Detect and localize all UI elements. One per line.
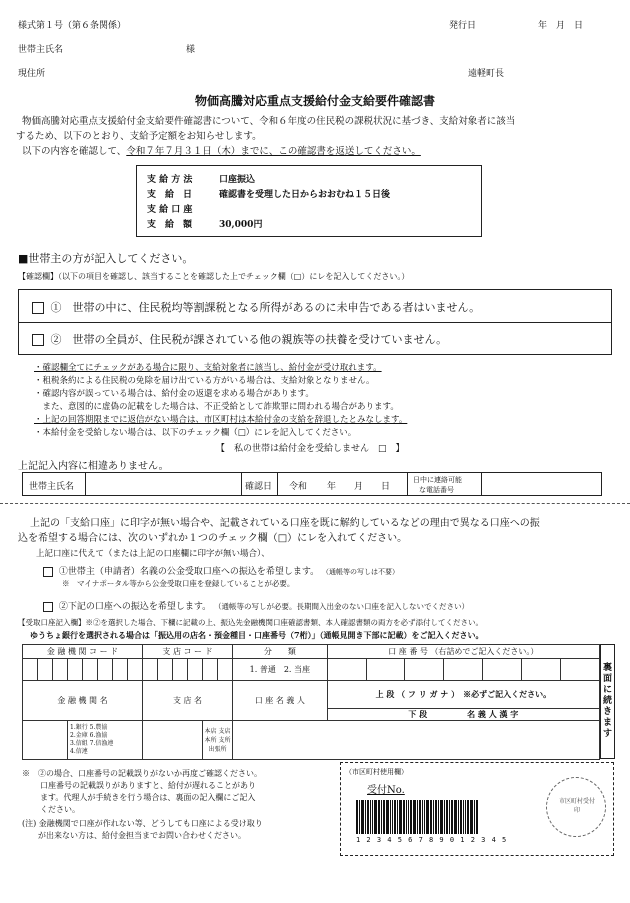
confirm-checkbox-2[interactable] bbox=[32, 334, 44, 346]
account-number-header: 口 座 番 号 （右詰めでご記入ください。） bbox=[327, 645, 599, 659]
type-options[interactable]: 1. 普通 2. 当座 bbox=[233, 659, 328, 681]
head-name-label: 世帯主氏名 bbox=[18, 45, 64, 55]
branch-code-digit[interactable] bbox=[188, 659, 203, 681]
note-3: ・確認内容が誤っている場合は、給付金の返還を求める場合があります。 bbox=[34, 389, 314, 399]
footer-note-1: ※ ②の場合、口座番号の記載誤りがないか再度ご確認ください。 bbox=[22, 769, 262, 778]
phone-input[interactable] bbox=[485, 475, 597, 494]
intro-line-1: 物価高騰対応重点支援給付金支給要件確認書について、令和６年度の住民税の課税状況に基づき、支給対象者に該当 bbox=[22, 116, 516, 127]
option-2[interactable] bbox=[40, 599, 469, 612]
confirm-item-1[interactable] bbox=[29, 299, 480, 315]
separator bbox=[0, 503, 630, 504]
bank-code-digit[interactable] bbox=[23, 659, 38, 681]
intro-line-3 bbox=[22, 143, 421, 157]
bank-code-digit[interactable] bbox=[128, 659, 143, 681]
document-title: 物価高騰対応重点支援給付金支給要件確認書 bbox=[194, 94, 435, 108]
account-digit[interactable] bbox=[483, 659, 522, 681]
bank-name-input[interactable] bbox=[23, 721, 68, 760]
deadline: 令和７年７月３１日（木）までに、この確認書を返送してください。 bbox=[126, 146, 421, 157]
holder-name-input[interactable] bbox=[233, 721, 600, 760]
footer-note-6: が出来ない方は、給付金担当までお問い合わせください。 bbox=[22, 831, 246, 840]
sign-name-label: 世帯主氏名 bbox=[29, 482, 75, 492]
option-1-sub: ※ マイナポータル等から公金受取口座を登録していることが必要。 bbox=[62, 579, 295, 588]
account-digit[interactable] bbox=[560, 659, 599, 681]
instead-line: 上記口座に代えて（または上記の口座欄に印字が無い場合）、 bbox=[36, 549, 270, 559]
option-1-note: （通帳等の写しは不要） bbox=[322, 568, 400, 576]
option-2-checkbox[interactable] bbox=[43, 602, 53, 612]
bank-account-table bbox=[22, 644, 600, 760]
intro-line-2: するため、以下のとおり、支給予定額をお知らせします。 bbox=[16, 131, 262, 142]
bank-code-digit[interactable] bbox=[98, 659, 113, 681]
intro-line-3-prefix: 以下の内容を確認して、 bbox=[22, 146, 127, 157]
bank-name-header: 金 融 機 関 名 bbox=[23, 681, 143, 721]
issuer: 遠軽町長 bbox=[468, 69, 505, 79]
account-digit[interactable] bbox=[405, 659, 444, 681]
section2-line-2: 込を希望する場合には、次のいずれか１つのチェック欄（□）にレを入れてください。 bbox=[18, 533, 408, 544]
branch-kind-list: 本店 支店 本所 支所 出張所 bbox=[203, 721, 233, 760]
option-1[interactable] bbox=[40, 564, 399, 577]
branch-name-input[interactable] bbox=[143, 721, 203, 760]
bank-code-digit[interactable] bbox=[68, 659, 83, 681]
sign-name-input[interactable] bbox=[89, 475, 239, 494]
honorific: 様 bbox=[186, 45, 196, 55]
footer-note-5: (注) 金融機関で口座が作れない等、どうしても口座による受け取り bbox=[22, 819, 263, 828]
barcode-digits: 1 2 3 4 5 6 7 8 9 0 1 2 3 4 5 bbox=[356, 836, 508, 844]
branch-name-header: 支 店 名 bbox=[143, 681, 233, 721]
confirm-checkbox-1[interactable] bbox=[32, 302, 44, 314]
branch-code-digit[interactable] bbox=[143, 659, 158, 681]
decline-line[interactable]: 【 私の世帯は給付金を受給しません □ 】 bbox=[216, 444, 405, 454]
confirm-item-2[interactable] bbox=[29, 331, 447, 347]
bank-code-digit[interactable] bbox=[83, 659, 98, 681]
continue-note: 裏面に続きます bbox=[603, 663, 613, 739]
phone-label-1: 日中に連絡可能 bbox=[413, 476, 462, 484]
note-5-text: ・上記の回答期限までに返信がない場合は、市区町村は本給付金の支給を辞退したとみなします。 bbox=[34, 415, 408, 425]
payment-box bbox=[136, 165, 482, 237]
holder-header: 口 座 名 義 人 bbox=[233, 681, 328, 721]
note-4: また、意図的に虚偽の記載をした場合は、不正受給として詐欺罪に問われる場合があります。 bbox=[34, 402, 399, 412]
stamp-circle bbox=[546, 777, 606, 837]
issue-date-label: 発行日 bbox=[449, 21, 477, 31]
payment-amount-label: 支 給 額 bbox=[147, 220, 193, 230]
type-header: 分 類 bbox=[233, 645, 328, 659]
branch-code-digit[interactable] bbox=[158, 659, 173, 681]
signature-row bbox=[22, 472, 602, 496]
issue-date-fields: 年 月 日 bbox=[538, 21, 584, 31]
payment-method-label: 支 給 方 法 bbox=[147, 175, 193, 185]
phone-label-2: な電話番号 bbox=[419, 486, 454, 494]
note-6: ・本給付金を受給しない場合は、以下のチェック欄（□）にレを記入してください。 bbox=[34, 428, 357, 438]
sign-era: 令和 bbox=[289, 482, 308, 492]
payment-method-value: 口座振込 bbox=[219, 175, 256, 185]
bank-code-digit[interactable] bbox=[38, 659, 53, 681]
option-1-checkbox[interactable] bbox=[43, 567, 53, 577]
sign-ymd: 年 月 日 bbox=[327, 482, 391, 492]
note-2: ・租税条約による住民税の免除を届け出ている方がいる場合は、支給対象となりません。 bbox=[34, 376, 375, 386]
bank-code-digit[interactable] bbox=[113, 659, 128, 681]
furigana-header: 上 段 （ フ リ ガ ナ ） ※必ずご記入ください。 bbox=[327, 681, 599, 709]
option-2-note: （通帳等の写しが必要。長期間入出金のない口座を記入しないでください） bbox=[214, 602, 470, 611]
section2-line-1: 上記の「支給口座」に印字が無い場合や、記載されている口座を既に解約しているなどの理由で異なる口座への振 bbox=[30, 518, 540, 529]
bank-code-header: 金 融 機 関 コ ー ド bbox=[23, 645, 143, 659]
note-1-text: ・確認欄全てにチェックがある場合に限り、支給対象者に該当し、給付金が受け取れます。 bbox=[34, 363, 382, 373]
confirm-item-1-text: ① 世帯の中に、住民税均等割課税となる所得があるのに未申告である者はいません。 bbox=[50, 301, 481, 314]
footer-note-4: ください。 bbox=[40, 805, 80, 814]
bank-code-digit[interactable] bbox=[53, 659, 68, 681]
note-5 bbox=[34, 413, 407, 425]
confirm-item-2-text: ② 世帯の全員が、住民税が課されている他の親族等の扶養を受けていません。 bbox=[50, 333, 448, 346]
note-1 bbox=[34, 361, 382, 373]
option-2-text: ②下記の口座への振込を希望します。 bbox=[58, 602, 212, 612]
sign-date-label: 確認日 bbox=[245, 482, 273, 492]
branch-code-digit[interactable] bbox=[203, 659, 218, 681]
account-note-1: 【受取口座記入欄】※②を選択した場合、下欄に記載の上、振込先金融機関口座確認書類、本人確認書類の両方を必ず添付してください。 bbox=[18, 618, 483, 627]
payment-amount-value: 30,000円 bbox=[219, 220, 263, 230]
branch-code-header: 支 店 コ ー ド bbox=[143, 645, 233, 659]
branch-code-digit[interactable] bbox=[173, 659, 188, 681]
payment-account-label: 支 給 口 座 bbox=[147, 205, 193, 215]
agree-line: 上記記入内容に相違ありません。 bbox=[18, 461, 169, 472]
form-number: 様式第１号（第６条関係） bbox=[18, 21, 127, 31]
option-1-text: ①世帯主（申請者）名義の公金受取口座への振込を希望します。 bbox=[58, 567, 320, 577]
barcode bbox=[356, 800, 506, 834]
footer-note-2: 口座番号の記載誤りがありますと、給付が遅れることがあり bbox=[40, 781, 256, 790]
confirm-box bbox=[18, 289, 612, 355]
confirm-note: 【確認欄】（以下の項目を確認し、該当することを確認した上でチェック欄（□）にレを記入してください。） bbox=[18, 272, 410, 281]
footer-note-3: ます。代理人が手続きを行う場合は、裏面の記入欄にご記入 bbox=[40, 793, 256, 802]
bank-kind-list: 1.銀行 5.農協 2.金庫 6.漁協 3.信組 7.信漁連 4.信連 bbox=[68, 721, 143, 760]
branch-code-digit[interactable] bbox=[218, 659, 233, 681]
stamp-label: 市区町村受付印 bbox=[558, 798, 595, 814]
office-use-label: （市区町村使用欄） bbox=[345, 768, 408, 776]
continue-box bbox=[600, 644, 615, 759]
receipt-number-label: 受付No. bbox=[367, 785, 405, 796]
section1-heading: ■世帯主の方が記入してください。 bbox=[18, 252, 194, 265]
kanji-header: 下 段 名 義 人 漢 字 bbox=[327, 709, 599, 721]
account-digit[interactable] bbox=[444, 659, 483, 681]
address-label: 現住所 bbox=[18, 69, 46, 79]
account-note-2: ゆうちょ銀行を選択される場合は「振込用の店名・預金種目・口座番号（7桁）」（通帳見開き下部に記載）をご記入ください。 bbox=[30, 630, 484, 640]
account-digit[interactable] bbox=[366, 659, 405, 681]
payment-date-label: 支 給 日 bbox=[147, 190, 193, 200]
payment-date-value: 確認書を受理した日からおおむね１５日後 bbox=[219, 190, 391, 200]
account-digit[interactable] bbox=[327, 659, 366, 681]
account-digit[interactable] bbox=[522, 659, 561, 681]
